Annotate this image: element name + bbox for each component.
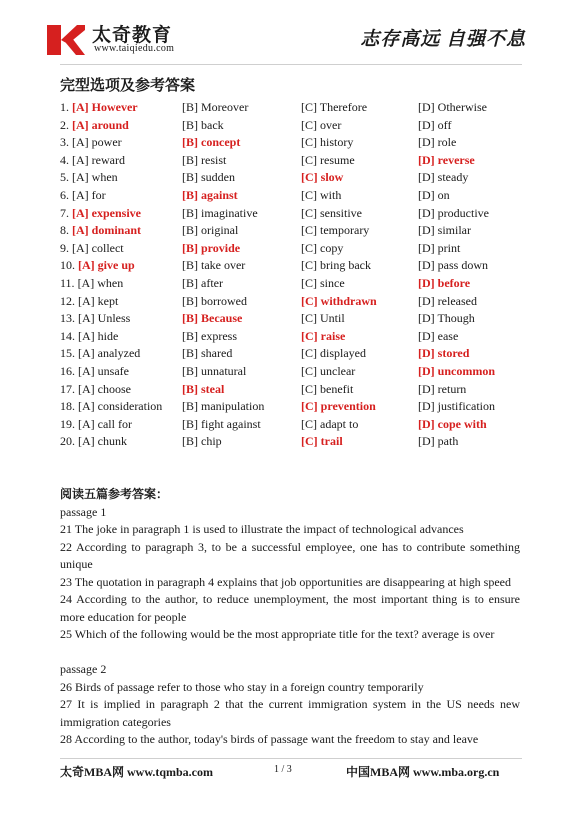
option-text: [B] take over bbox=[182, 258, 246, 273]
answer-item: 23 The quotation in paragraph 4 explains that job opportunities are disappearing at high speed bbox=[60, 574, 511, 589]
cloze-option bbox=[60, 433, 127, 451]
cloze-option bbox=[182, 222, 238, 240]
option-text: [B] original bbox=[182, 223, 239, 238]
cloze-option bbox=[301, 328, 345, 346]
answer-item: 22 According to paragraph 3, to be a successful employee, one has to contribute something unique bbox=[60, 539, 520, 571]
cloze-option bbox=[182, 169, 235, 187]
correct-answer: [B] concept bbox=[182, 135, 241, 150]
option-text: [A] analyzed bbox=[78, 346, 141, 361]
option-text: [C] over bbox=[301, 117, 342, 132]
correct-answer: [C] slow bbox=[301, 170, 344, 185]
cloze-option bbox=[60, 275, 123, 293]
cloze-option bbox=[418, 310, 475, 328]
option-text: [B] after bbox=[182, 275, 223, 290]
option-text: [D] print bbox=[418, 240, 461, 255]
correct-answer: [D] before bbox=[418, 275, 471, 290]
footer-divider bbox=[60, 758, 522, 759]
cloze-option bbox=[418, 416, 487, 434]
cloze-option bbox=[301, 398, 376, 416]
cloze-option bbox=[418, 134, 456, 152]
option-text: [D] steady bbox=[418, 170, 469, 185]
cloze-option bbox=[182, 398, 264, 416]
cloze-option bbox=[182, 257, 245, 275]
cloze-option bbox=[60, 169, 118, 187]
reading-title: 阅读五篇参考答案： bbox=[60, 487, 169, 501]
option-text: [C] unclear bbox=[301, 363, 356, 378]
question-number: 7. bbox=[60, 205, 69, 220]
correct-answer: [C] raise bbox=[301, 328, 346, 343]
cloze-option bbox=[418, 345, 469, 363]
cloze-option bbox=[60, 398, 162, 416]
option-text: [B] Moreover bbox=[182, 100, 249, 114]
cloze-option bbox=[418, 222, 471, 240]
option-text: [D] released bbox=[418, 293, 477, 308]
option-text: [D] path bbox=[418, 434, 459, 449]
cloze-option bbox=[182, 381, 224, 399]
cloze-option bbox=[60, 257, 135, 275]
cloze-option bbox=[301, 169, 343, 187]
section-title: 完型选项及参考答案 bbox=[60, 76, 196, 94]
option-text: [A] consideration bbox=[78, 399, 163, 414]
question-number: 6. bbox=[60, 187, 69, 202]
cloze-option bbox=[301, 205, 362, 223]
cloze-option bbox=[60, 99, 138, 117]
option-text: [B] unnatural bbox=[182, 363, 247, 378]
option-text: [D] on bbox=[418, 187, 450, 202]
option-text: [C] resume bbox=[301, 152, 355, 167]
option-text: [A] for bbox=[72, 187, 106, 202]
question-number: 15. bbox=[60, 346, 75, 361]
cloze-option bbox=[182, 363, 246, 381]
cloze-option bbox=[60, 416, 132, 434]
option-text: [A] kept bbox=[78, 293, 119, 308]
cloze-option bbox=[60, 222, 141, 240]
header-divider bbox=[60, 64, 522, 65]
cloze-option bbox=[301, 310, 345, 328]
answer-item: 25 Which of the following would be the most appropriate title for the text? average is over bbox=[60, 627, 495, 641]
question-number: 16. bbox=[60, 363, 75, 378]
cloze-option bbox=[182, 275, 223, 293]
option-text: [B] chip bbox=[182, 434, 222, 449]
option-text: [C] bring back bbox=[301, 258, 371, 273]
correct-answer: [C] withdrawn bbox=[301, 293, 377, 308]
cloze-option bbox=[60, 205, 141, 223]
cloze-option bbox=[301, 275, 345, 293]
cloze-option bbox=[60, 328, 118, 346]
option-text: [D] justification bbox=[418, 399, 495, 414]
option-text: [A] reward bbox=[72, 152, 125, 167]
option-text: [D] pass down bbox=[418, 258, 488, 273]
cloze-option bbox=[60, 134, 122, 152]
correct-answer: [D] stored bbox=[418, 346, 470, 361]
option-text: [D] ease bbox=[418, 328, 459, 343]
option-text: [B] express bbox=[182, 328, 237, 343]
correct-answer: [C] prevention bbox=[301, 399, 376, 414]
correct-answer: [A] around bbox=[72, 117, 129, 132]
option-text: [C] Therefore bbox=[301, 100, 368, 114]
cloze-option bbox=[182, 205, 258, 223]
cloze-option bbox=[301, 293, 377, 311]
cloze-option bbox=[182, 416, 261, 434]
option-text: [A] call for bbox=[78, 416, 132, 431]
option-text: [C] temporary bbox=[301, 223, 370, 238]
cloze-option bbox=[60, 152, 125, 170]
cloze-option bbox=[60, 240, 124, 258]
option-text: [C] adapt to bbox=[301, 416, 359, 431]
cloze-option bbox=[301, 222, 369, 240]
option-text: [B] imaginative bbox=[182, 205, 258, 220]
correct-answer: [D] uncommon bbox=[418, 363, 495, 378]
correct-answer: [A] dominant bbox=[72, 223, 142, 238]
cloze-option bbox=[60, 187, 106, 205]
option-text: [B] resist bbox=[182, 152, 227, 167]
option-text: [D] productive bbox=[418, 205, 489, 220]
option-text: [A] collect bbox=[72, 240, 124, 255]
option-text: [B] borrowed bbox=[182, 293, 247, 308]
correct-answer: [A] give up bbox=[78, 258, 135, 273]
cloze-option bbox=[182, 187, 238, 205]
brand-name: 太奇教育 bbox=[92, 24, 173, 46]
cloze-option bbox=[418, 117, 451, 135]
cloze-option bbox=[418, 257, 488, 275]
option-text: [A] unsafe bbox=[78, 363, 129, 378]
option-text: [A] when bbox=[72, 170, 118, 185]
cloze-option bbox=[60, 310, 130, 328]
answer-item: 27 It is implied in paragraph 2 that the current immigration system in the US needs new immigration categories bbox=[60, 697, 520, 729]
cloze-option bbox=[418, 363, 495, 381]
option-text: [B] manipulation bbox=[182, 399, 265, 414]
correct-answer: [B] Because bbox=[182, 311, 243, 326]
option-text: [C] benefit bbox=[301, 381, 354, 396]
question-number: 14. bbox=[60, 328, 75, 343]
cloze-option bbox=[182, 134, 240, 152]
cloze-option bbox=[182, 310, 242, 328]
question-number: 17. bbox=[60, 381, 75, 396]
cloze-option bbox=[60, 381, 131, 399]
option-text: [A] choose bbox=[78, 381, 131, 396]
option-text: [C] history bbox=[301, 135, 354, 150]
cloze-option bbox=[301, 416, 358, 434]
cloze-option bbox=[418, 205, 489, 223]
cloze-option bbox=[418, 433, 458, 451]
option-text: [A] hide bbox=[78, 328, 119, 343]
cloze-option bbox=[182, 240, 240, 258]
cloze-option bbox=[301, 433, 343, 451]
cloze-option bbox=[301, 363, 355, 381]
option-text: [D] similar bbox=[418, 223, 471, 238]
spacer bbox=[60, 644, 520, 662]
option-text: [B] back bbox=[182, 117, 224, 132]
cloze-option bbox=[301, 117, 341, 135]
question-number: 10. bbox=[60, 258, 75, 273]
option-text: [C] sensitive bbox=[301, 205, 362, 220]
correct-answer: [D] cope with bbox=[418, 416, 487, 431]
cloze-option bbox=[182, 328, 237, 346]
question-number: 11. bbox=[60, 275, 75, 290]
cloze-option bbox=[182, 99, 248, 117]
option-text: [A] Unless bbox=[78, 311, 131, 326]
cloze-option bbox=[418, 328, 458, 346]
cloze-option bbox=[301, 345, 366, 363]
option-text: [B] fight against bbox=[182, 416, 261, 431]
cloze-option bbox=[182, 345, 232, 363]
option-text: [D] off bbox=[418, 117, 452, 132]
correct-answer: [B] against bbox=[182, 187, 238, 202]
cloze-option bbox=[418, 381, 466, 399]
question-number: 19. bbox=[60, 416, 75, 431]
page-number: 1 / 3 bbox=[274, 764, 292, 775]
question-number: 8. bbox=[60, 223, 69, 238]
cloze-option bbox=[301, 134, 353, 152]
cloze-option bbox=[301, 152, 355, 170]
cloze-option bbox=[301, 240, 343, 258]
question-number: 12. bbox=[60, 293, 75, 308]
cloze-option bbox=[60, 345, 140, 363]
cloze-option bbox=[418, 187, 450, 205]
cloze-option bbox=[182, 117, 224, 135]
cloze-option bbox=[301, 99, 367, 117]
reading-answers bbox=[60, 486, 520, 749]
brand-url: www.taiqiedu.com bbox=[94, 43, 175, 54]
cloze-option bbox=[60, 293, 118, 311]
option-text: [C] Until bbox=[301, 311, 345, 326]
option-text: [B] shared bbox=[182, 346, 233, 361]
question-number: 13. bbox=[60, 311, 75, 326]
cloze-option bbox=[60, 117, 129, 135]
correct-answer: [D] reverse bbox=[418, 152, 475, 167]
answer-item: 26 Birds of passage refer to those who stay in a foreign country temporarily bbox=[60, 679, 424, 694]
cloze-option bbox=[301, 257, 371, 275]
cloze-option bbox=[60, 363, 129, 381]
answer-item: 21 The joke in paragraph 1 is used to illustrate the impact of technological advances bbox=[60, 522, 464, 536]
option-text: [C] since bbox=[301, 275, 345, 290]
cloze-option bbox=[418, 293, 477, 311]
cloze-option bbox=[182, 433, 222, 451]
option-text: [D] return bbox=[418, 381, 467, 396]
correct-answer: [B] provide bbox=[182, 240, 241, 255]
cloze-option bbox=[182, 152, 226, 170]
cloze-option bbox=[301, 187, 341, 205]
taiqi-logo bbox=[44, 22, 86, 58]
correct-answer: [A] However bbox=[72, 100, 138, 114]
option-text: [D] Though bbox=[418, 311, 475, 326]
question-number: 4. bbox=[60, 152, 69, 167]
cloze-option bbox=[418, 275, 470, 293]
question-number: 2. bbox=[60, 117, 69, 132]
option-text: [A] when bbox=[77, 275, 124, 290]
footer-site-left: 太奇MBA网 www.tqmba.com bbox=[60, 765, 213, 779]
cloze-option bbox=[418, 398, 495, 416]
footer-site-right: 中国MBA网 www.mba.org.cn bbox=[346, 765, 500, 779]
cloze-option bbox=[418, 152, 475, 170]
passage-label: passage 1 bbox=[60, 504, 107, 519]
cloze-option bbox=[301, 381, 353, 399]
passage-label: passage 2 bbox=[60, 662, 107, 676]
option-text: [B] sudden bbox=[182, 170, 235, 185]
question-number: 18. bbox=[60, 399, 75, 414]
option-text: [A] power bbox=[72, 135, 122, 150]
correct-answer: [A] expensive bbox=[72, 205, 141, 220]
cloze-option bbox=[418, 169, 468, 187]
question-number: 5. bbox=[60, 170, 69, 185]
question-number: 20. bbox=[60, 434, 75, 449]
question-number: 1. bbox=[60, 100, 69, 114]
cloze-option bbox=[182, 293, 247, 311]
cloze-option bbox=[418, 99, 487, 117]
question-number: 3. bbox=[60, 135, 69, 150]
answer-item: 28 According to the author, today's birds of passage want the freedom to stay and leave bbox=[60, 732, 479, 746]
option-text: [C] with bbox=[301, 187, 342, 202]
cloze-option bbox=[418, 240, 460, 258]
answer-item: 24 According to the author, to reduce unemployment, the most important thing is to ensure more education for people bbox=[60, 592, 520, 624]
option-text: [D] Otherwise bbox=[418, 100, 487, 114]
option-text: [A] chunk bbox=[78, 434, 127, 449]
correct-answer: [B] steal bbox=[182, 381, 225, 396]
option-text: [C] copy bbox=[301, 240, 344, 255]
option-text: [C] displayed bbox=[301, 346, 366, 361]
slogan: 志存高远 自强不息 bbox=[360, 29, 526, 50]
correct-answer: [C] trail bbox=[301, 434, 343, 449]
option-text: [D] role bbox=[418, 135, 457, 150]
question-number: 9. bbox=[60, 240, 69, 255]
